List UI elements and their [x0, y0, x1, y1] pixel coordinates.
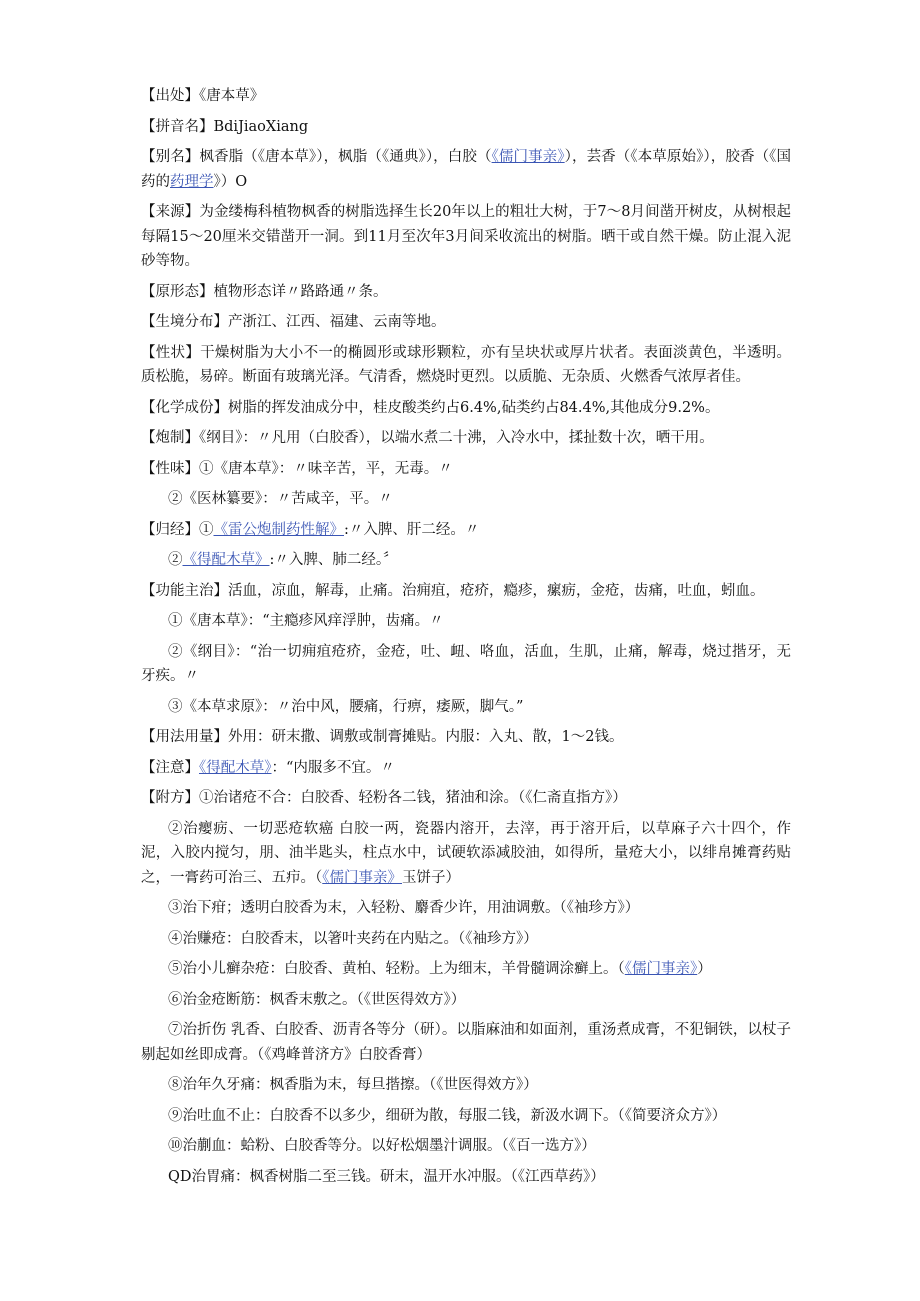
paragraph: [141, 786, 791, 811]
text-run: 【注意】: [141, 759, 199, 776]
text-run: :〃入脾、肝二经。〃: [344, 521, 480, 538]
citation-link[interactable]: 《儒门事亲》: [491, 149, 565, 165]
paragraph: [141, 1165, 791, 1190]
paragraph: [141, 609, 791, 634]
citation-link[interactable]: 《得配木草》: [182, 552, 270, 568]
paragraph: [141, 457, 791, 482]
text-run: 【附方】①治诸疮不合：白胶香、轻粉各二钱，猪油和涂。（《仁斋直指方》）: [141, 790, 627, 806]
paragraph: [141, 725, 791, 750]
paragraph: [141, 200, 791, 274]
text-run: ④治赚疮：白胶香末，以箸叶夹药在内贴之。（《袖珍方》）: [168, 930, 538, 947]
text-run: QD治胃痛：枫香树脂二至三钱。研末，温开水冲服。（《江西草药》）: [168, 1168, 605, 1185]
text-run: ③治下疳；透明白胶香为末，入轻粉、麝香少许，用油调敷。（《袖珍方》）: [168, 900, 640, 916]
text-run: 【用法用量】外用：研末撒、调敷或制膏摊贴。内服：入丸、散，1〜2钱。: [141, 729, 624, 745]
text-run: 玉饼子）: [402, 869, 460, 886]
text-run: 【性味】①《唐本草》：〃味辛苦，平，无毒。〃: [141, 460, 453, 477]
text-run: ②《医林纂要》：〃苦咸辛，平。〃: [168, 491, 393, 507]
text-run: 【归经】①: [141, 521, 214, 538]
text-run: 【原形态】植物形态详〃路路通〃条。: [141, 283, 388, 300]
paragraph: [141, 817, 791, 891]
text-run: ②: [168, 552, 183, 568]
text-run: ③《本草求原》：〃治中风，腰痛，行痹，痿厥，脚气。”: [168, 698, 524, 715]
citation-link[interactable]: 药理学: [170, 173, 214, 190]
paragraph: [141, 84, 791, 109]
text-run: ①《唐本草》：“主瘾疹风痒浮肿，齿痛。〃: [168, 613, 444, 629]
text-run: 【功能主治】活血，凉血，解毒，止痛。治痈疽，疮疥，瘾疹，瘰疬，金疮，齿痛，吐血，蚓血。: [141, 582, 765, 599]
text-run: ⑨治吐血不止：白胶香不以多少，细研为散，每服二钱，新汲水调下。（《简要济众方》）: [168, 1107, 727, 1124]
text-run: 【炮制】《纲目》：〃凡用（白胶香），以端水煮二十沸，入冷水中，揉扯数十次，晒干用。: [141, 430, 714, 446]
paragraph: [141, 695, 791, 720]
text-run: 》）O: [213, 173, 248, 190]
text-run: 【拼音名】BdiJiaoXiang: [141, 118, 309, 135]
text-run: ⑦治折伤 乳香、白胶香、沥青各等分（研）。以脂麻油和如面剂，重汤煮成膏，不犯铜铁，以杖子剔起如丝即成膏。（《鸡峰普济方》白胶香膏）: [141, 1022, 791, 1063]
paragraph: [141, 115, 791, 140]
citation-link[interactable]: 《得配木草》: [199, 759, 272, 776]
paragraph: [141, 927, 791, 952]
paragraph: [141, 1134, 791, 1159]
text-run: ②《纲目》：“治一切痈疽疮疥，金疮，吐、衄、咯血，活血，生肌，止痛，解毒，烧过揩牙，无牙疾。〃: [141, 643, 791, 684]
citation-link[interactable]: 《儒门事亲》: [322, 869, 402, 886]
paragraph: [141, 487, 791, 512]
paragraph: [141, 988, 791, 1013]
text-run: 【别名】枫香脂（《唐本草》），枫脂（《通典》），白胶（: [141, 149, 492, 165]
paragraph: [141, 1018, 791, 1067]
paragraph: [141, 1073, 791, 1098]
text-run: ⑩治蒯血：蛤粉、白胶香等分。以好松烟墨汁调服。（《百一选方》）: [168, 1138, 596, 1154]
document-body: [141, 84, 791, 1195]
paragraph: [141, 957, 791, 982]
paragraph: [141, 896, 791, 921]
paragraph: [141, 280, 791, 305]
paragraph: [141, 640, 791, 689]
text-run: 【化学成份】树脂的挥发油成分中，桂皮酸类约占6.4%,砧类约占84.4%,其他成分9.2%。: [141, 399, 720, 416]
text-run: ⑥治金疮断筋：枫香末敷之。（《世医得效方》）: [168, 991, 466, 1008]
text-run: ⑤治小儿癣杂疮：白胶香、黄柏、轻粉。上为细末，羊骨髓调涂癣上。（: [168, 961, 625, 977]
paragraph: [141, 341, 791, 390]
text-run: ）: [697, 961, 712, 977]
paragraph: [141, 756, 791, 781]
paragraph: [141, 1104, 791, 1129]
citation-link[interactable]: 《儒门事亲》: [624, 961, 698, 977]
paragraph: [141, 426, 791, 451]
text-run: ⑧治年久牙痛：枫香脂为末，每旦揩擦。（《世医得效方》）: [168, 1077, 538, 1093]
citation-link[interactable]: 《雷公炮制药性解》: [213, 521, 344, 538]
text-run: ），芸香（《本草原始》），胶香（《国药的: [141, 149, 792, 190]
paragraph: [141, 310, 791, 335]
paragraph: [141, 396, 791, 421]
text-run: :〃入脾、肺二经。〞: [269, 552, 398, 568]
text-run: 【生境分布】产浙江、江西、福建、云南等地。: [141, 314, 446, 330]
text-run: 【来源】为金缕梅科植物枫香的树脂选择生长20年以上的粗壮大树，于7〜8月间凿开树皮，从树根起每隔15〜20厘米交错凿开一洞。到11月至次年3月间采收流出的树脂。晒干或自然干燥。防止混入泥砂等物。: [141, 204, 791, 269]
text-run: ：“内服多不宜。〃: [271, 759, 395, 776]
paragraph: [141, 548, 791, 573]
text-run: 【性状】干燥树脂为大小不一的椭圆形或球形颗粒，亦有呈块状或厚片状者。表面淡黄色，半透明。质松脆，易碎。断面有玻璃光泽。气清香，燃烧时更烈。以质脆、无杂质、火燃香气浓厚者佳。: [141, 344, 791, 385]
paragraph: [141, 518, 791, 543]
paragraph: [141, 579, 791, 604]
text-run: ②治瘿疬、一切恶疮软癌 白胶一两，瓷器内溶开，去滓，再于溶开后，以草麻子六十四个，作泥，入胶内搅匀，朋、油半匙头，柱点水中，试硬软添减胶油，如得所，量疮大小，以绯帛摊膏药贴之，一膏药可治三、五疖。（: [141, 820, 791, 886]
text-run: 【出处】《唐本草》: [141, 88, 265, 104]
paragraph: [141, 145, 791, 194]
